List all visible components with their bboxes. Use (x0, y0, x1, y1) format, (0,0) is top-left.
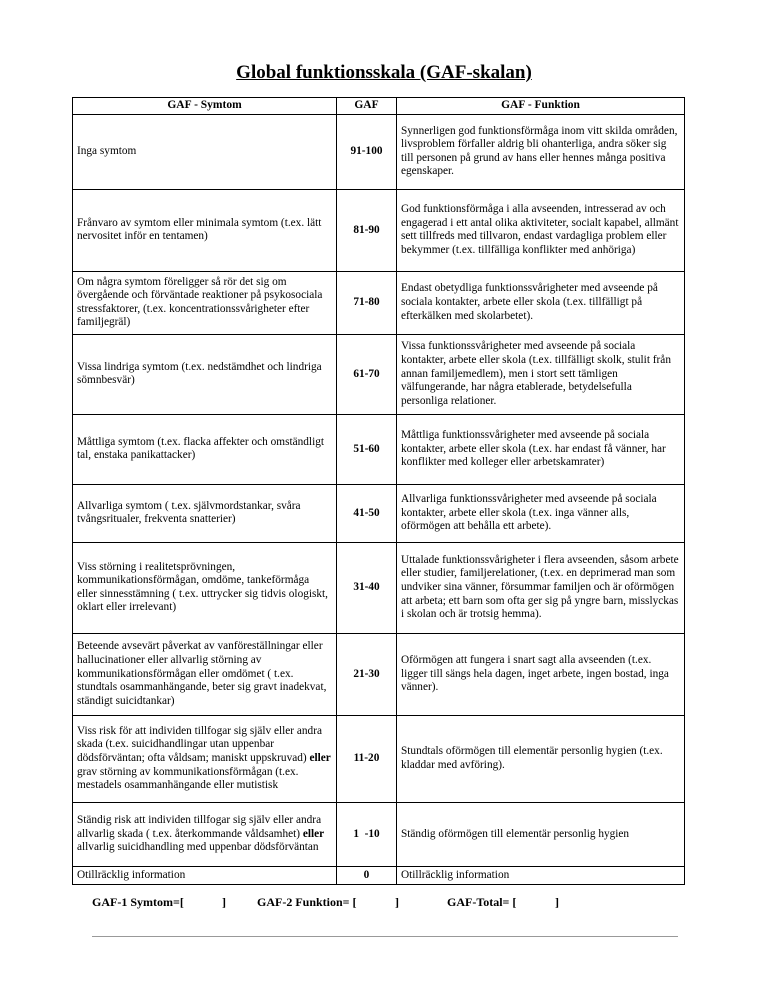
function-cell: Oförmögen att fungera i snart sagt alla avseenden (t.ex. ligger till sängs hela dagen, inget arbete, ingen bostad, inga vänner). (397, 633, 685, 715)
symptom-emphasis: eller (309, 752, 331, 765)
table-row (73, 114, 685, 189)
table-row (73, 271, 685, 334)
table-row (73, 542, 685, 633)
grand-total-label: GAF-Total= [ (447, 895, 517, 909)
table-row (73, 484, 685, 542)
score-cell: 11-20 (337, 715, 397, 802)
score-cell: 1 -10 (337, 802, 397, 866)
symptom-cell: Viss störning i realitetsprövningen, kommunikationsförmågan, omdöme, tankeförmåga eller sinnesstämning ( t.ex. uttrycker sig tidvis ologiskt, oklart eller irrelevant) (73, 542, 337, 633)
symptom-cell (73, 715, 337, 802)
function-cell: God funktionsförmåga i alla avseenden, intresserad av och engagerad i ett antal olika aktiviteter, socialt kapabel, allmänt sett tillfreds med tillvaron, endast vardagliga problem eller bekymmer (t.ex. tillfälliga konflikter med anhöriga) (397, 189, 685, 271)
symptom-cell: Otillräcklig information (73, 866, 337, 885)
symptom-emphasis: eller (302, 827, 325, 840)
function-cell: Stundtals oförmögen till elementär personlig hygien (t.ex. kladdar med avföring). (397, 715, 685, 802)
table-header-row (73, 98, 685, 115)
function-cell: Vissa funktionssvårigheter med avseende på sociala kontakter, arbete eller skola (t.ex. tillfälligt skolk, stulit från annan familjemedlem), men i stort sett tämligen välfungerande, har några etablerade, betydelsefulla personliga relationer. (397, 334, 685, 414)
score-cell: 61-70 (337, 334, 397, 414)
table-row (73, 414, 685, 484)
function-cell: Otillräcklig information (397, 866, 685, 885)
symptom-cell: Frånvaro av symtom eller minimala symtom (t.ex. lätt nervositet inför en tentamen) (73, 189, 337, 271)
function-total-label: GAF-2 Funktion= [ (257, 895, 357, 909)
function-cell: Måttliga funktionssvårigheter med avseende på sociala kontakter, arbete eller skola (t.ex. har endast få vänner, har konflikter med kolleger eller arbetskamrater) (397, 414, 685, 484)
divider (92, 936, 678, 937)
table-row (73, 715, 685, 802)
score-cell: 31-40 (337, 542, 397, 633)
grand-total-close: ] (555, 895, 559, 909)
function-total-close: ] (395, 895, 399, 909)
table-row (73, 866, 685, 885)
score-cell: 21-30 (337, 633, 397, 715)
score-cell: 51-60 (337, 414, 397, 484)
score-cell: 0 (337, 866, 397, 885)
symptom-cell: Inga symtom (73, 114, 337, 189)
symptom-cell: Vissa lindriga symtom (t.ex. nedstämdhet och lindriga sömnbesvär) (73, 334, 337, 414)
symptom-text: Ständig risk att individen tillfogar sig själv eller andra allvarlig skada ( t.ex. återkommande våldsamhet) (77, 813, 322, 840)
symptom-total-label: GAF-1 Symtom=[ (92, 895, 184, 909)
header-gaf: GAF (337, 98, 397, 115)
symptom-cell: Måttliga symtom (t.ex. flacka affekter och omständligt tal, enstaka panikattacker) (73, 414, 337, 484)
score-cell: 91-100 (337, 114, 397, 189)
gaf-table (72, 97, 685, 885)
table-row (73, 189, 685, 271)
function-cell: Endast obetydliga funktionssvårigheter med avseende på sociala kontakter, arbete eller skola (t.ex. tillfälligt på efterkälken med skolarbetet). (397, 271, 685, 334)
header-function: GAF - Funktion (397, 98, 685, 115)
symptom-text: grav störning av kommunikationsförmågan (t.ex. mestadels osammanhängande eller mutistisk (77, 765, 299, 792)
function-cell: Ständig oförmögen till elementär personlig hygien (397, 802, 685, 866)
header-symptom: GAF - Symtom (73, 98, 337, 115)
function-cell: Allvarliga funktionssvårigheter med avseende på sociala kontakter, arbete eller skola (t.ex. inga vänner alls, oförmögen att behålla ett arbete). (397, 484, 685, 542)
table-row (73, 633, 685, 715)
page-title: Global funktionsskala (GAF-skalan) (236, 62, 532, 83)
symptom-text: Viss risk för att individen tillfogar sig själv eller andra skada (t.ex. suicidhandlingar utan uppenbar dödsförväntan; ofta våldsam; maniskt uppskruvad) (77, 724, 322, 765)
score-cell: 81-90 (337, 189, 397, 271)
symptom-cell (73, 802, 337, 866)
symptom-cell: Beteende avsevärt påverkat av vanföreställningar eller hallucinationer eller allvarlig störning av kommunikationsförmågan eller omdömet ( t.ex. stundtals osammanhängande, beter sig gravt inadekvat, ständigt suicidtankar) (73, 633, 337, 715)
score-cell: 71-80 (337, 271, 397, 334)
symptom-text: allvarlig suicidhandling med uppenbar dödsförväntan (77, 841, 319, 854)
symptom-total-close: ] (222, 895, 226, 909)
table-row (73, 802, 685, 866)
symptom-cell: Om några symtom föreligger så rör det sig om övergående och förväntade reaktioner på psykosociala stressfaktorer, (t.ex. koncentrationssvårigheter efter familjegräl) (73, 271, 337, 334)
score-cell: 41-50 (337, 484, 397, 542)
table-row (73, 334, 685, 414)
function-cell: Uttalade funktionssvårigheter i flera avseenden, såsom arbete eller studier, familjerelationer, (t.ex. en deprimerad man som undviker sina vänner, försummar familjen och är oförmögen att arbeta; ett barn som ofta ger sig på yngre barn, misslyckas i skolan och är trotsig hemma). (397, 542, 685, 633)
function-cell: Synnerligen god funktionsförmåga inom vitt skilda områden, livsproblem förfaller aldrig bli ohanterliga, andra söker sig till personen på grund av hans eller hennes många positiva egenskaper. (397, 114, 685, 189)
symptom-cell: Allvarliga symtom ( t.ex. självmordstankar, svåra tvångsritualer, frekventa snatterier) (73, 484, 337, 542)
